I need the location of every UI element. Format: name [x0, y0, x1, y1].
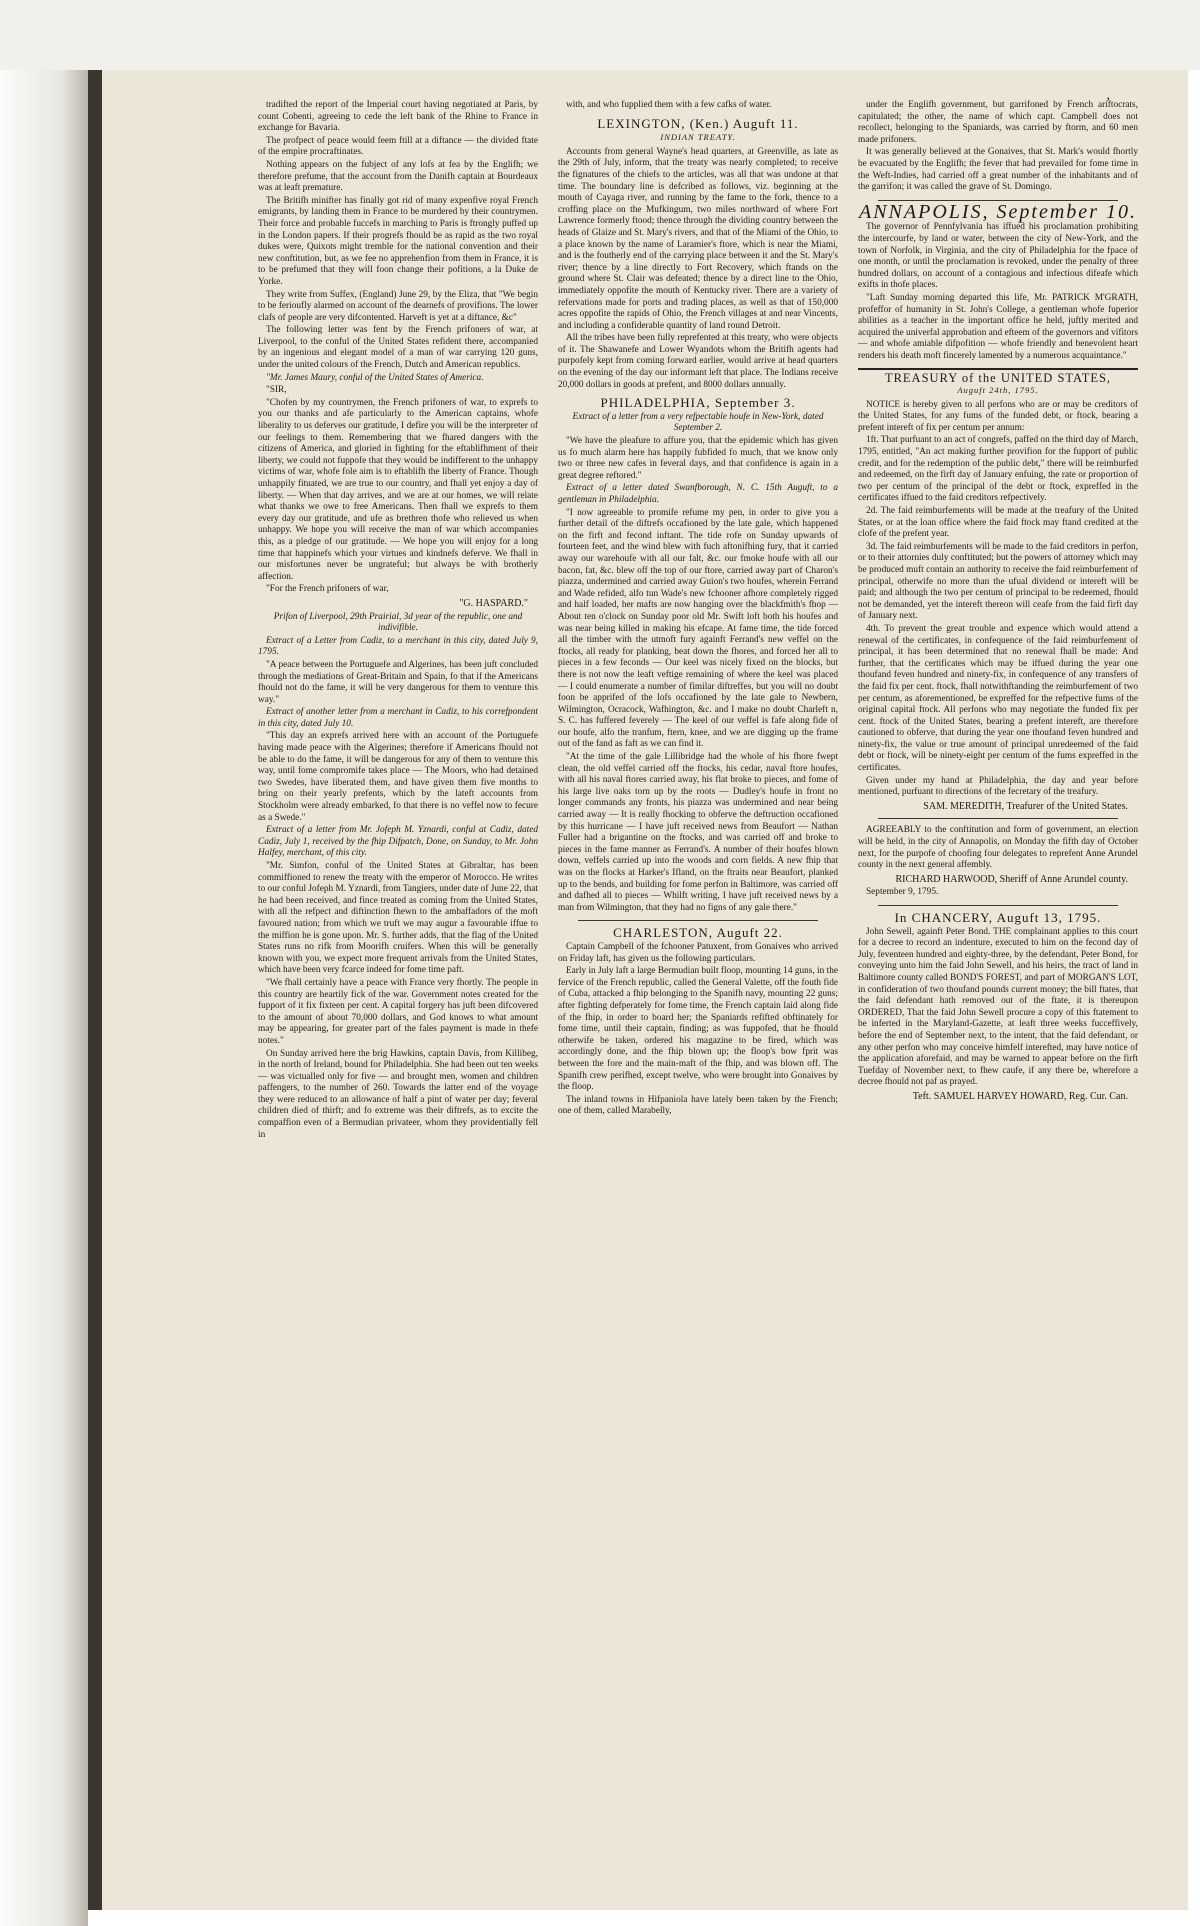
- page-mark: ,: [1106, 88, 1110, 103]
- heading-chancery: In CHANCERY, Auguft 13, 1795.: [894, 910, 1102, 925]
- paragraph: Captain Campbell of the fchooner Patuxent, from Gonaives who arrived on Friday laft, has given us the following particulars.: [558, 941, 838, 964]
- paragraph: "We fhall certainly have a peace with France very fhortly. The people in this country are heartily fick of the war. Government notes created for the fupport of it fix fixteen per cent. A capital forgery has juft been difcovered to the amount of about 70,000 dollars, and God knows to what amount may be appearing, for greater part of the fales payment is made in thefe notes.": [258, 977, 538, 1046]
- divider: [878, 905, 1118, 906]
- dateline: September 9, 1795.: [866, 887, 939, 898]
- paragraph: NOTICE is hereby given to all perfons who are or may be creditors of the United States, for any fums of the funded debt, or ftock, bearing a prefent intereft of fix per centum per annum:: [858, 399, 1138, 433]
- paragraph: "Chofen by my countrymen, the French prifoners of war, to exprefs to you our thanks and afe particularly to the American captains, whofe liberality to us deferves our gratitude, I defire you will be the interpreter of our feelings to them. Remembering that we fhared dangers with the citizens of America, and gloried in fighting for the eftablifhment of their liberty, we could not fuppofe that they would be indifferent to the unhappy victims of war, whofe fole aim is to eftablifh the liberty of France. Though unhappily fituated, we are true to our country, and fhall yet enjoy a day of liberty. — When that day arrives, and we are at our homes, we will relate what thanks we owe to free Americans. Then fhall we exprefs to them every day our gratitude, and ufe as brethren thofe who relieved us when unhappy. We hope you will receive the man of war which accompanies this, as a pledge of our gratitude. — We hope you will enjoy for a long time that happinefs which your virtues and kindnefs deferve. We fhall in our misfortunes never be ungrateful; but always be with brotherly affection.: [258, 397, 538, 582]
- paragraph: The governor of Pennfylvania has iffued his proclamation prohibiting the intercourfe, by land or water, between the city of New-York, and the town of Norfolk, in Virginia, and the city of Philadelphia for the fpace of one month, or until the proclamation is revoked, under the penalty of three hundred dollars, on account of a contagious and infectious difeafe which exifts in thofe places.: [858, 222, 1138, 291]
- signature-meredith: SAM. MEREDITH, Treafurer of the United States.: [923, 800, 1128, 812]
- newspaper-page: [88, 70, 1188, 1910]
- letter-salutation: "SIR,: [266, 385, 287, 396]
- heading-annapolis: ANNAPOLIS, September 10.: [859, 200, 1137, 223]
- paragraph: On Sunday arrived here the brig Hawkins, captain Davis, from Killibeg, in the north of Ireland, bound for Philadelphia. She had been out ten weeks — was victualled only for five — and brought men, women and children paffengers, to the number of 260. Towards the latter end of the voyage they were reduced to an allowance of half a pint of water per day; feveral children died of thirft; and fo extreme was their diftrefs, as to excite the compaffion even of a Bermudian privateer, whom they providentially fell in: [258, 1048, 538, 1140]
- paragraph: The inland towns in Hifpaniola have lately been taken by the French; one of them, called Marabelly,: [558, 1094, 838, 1117]
- extract-heading: Extract of a Letter from Cadiz, to a merchant in this city, dated July 9, 1795.: [258, 635, 538, 658]
- paragraph: 2d. The faid reimburfements will be made at the treafury of the United States, or at the loan office where the faid ftock may ftand credited at the clofe of the prefent year.: [858, 506, 1138, 540]
- letter-address: "Mr. James Maury, conful of the United States of America.: [266, 372, 484, 383]
- paragraph: "Mr. Simfon, conful of the United States at Gibraltar, has been commiffioned to renew the treaty with the emperor of Morocco. He writes to our conful Jofeph M. Yznardi, from Tangiers, under date of June 22, that he had been received, and fince treated as coming from the United States, with all the refpect and diftinction fhewn to the ambaffadors of the moft favoured nation; from which we truft we may augur a favourable iffue to the miffion he is gone upon. Mr. S. further adds, that the flag of the United States runs no rifk from Moorifh cruifers. When this will be generally known with you, we expect more frequent arrivals from the United States, which have been very fcarce indeed for fome time paft.: [258, 861, 538, 976]
- paragraph: "A peace between the Portuguefe and Algerines, has been juft concluded through the mediations of Great-Britain and Spain, fo that if the Americans fhould not do the fame, it will be very dangerous for them to venture this way.": [258, 659, 538, 705]
- heading-treasury: TREASURY of the UNITED STATES,: [858, 368, 1138, 385]
- paragraph: It was generally believed at the Gonaives, that St. Mark's would fhortly be evacuated by the Englifh; the fever that had prevailed for fome time in the Weft-Indies, had carried off a great number of the inhabitants and of the garrifon; it was called the grave of St. Domingo.: [858, 147, 1138, 193]
- column-middle: [548, 100, 848, 1700]
- paragraph: 3d. The faid reimburfements will be made to the faid creditors in perfon, or to their attornies duly conftituted; but the powers of attorney which may be produced muft contain an authority to receive the faid reimburfement of principal, otherwife no more than the ufual dividend or intereft will be paid; and although the two per centum of principal to be redeemed, fhould not be demanded, yet the intereft thereon will ceafe from the faid firft day of January next.: [858, 541, 1138, 622]
- paragraph: Early in July laft a large Bermudian built floop, mounting 14 guns, in the fervice of the French republic, called the General Valette, off the fouth fide of Cuba, attacked a fhip belonging to the Spanifh navy, mounting 22 guns; after fighting defperately for fome time, the French captain laid along fide of the fhip, in order to board her; the Spaniards refifted obftinately for fome time, until their captain, finding; as was fuppofed, that he fhould otherwife be taken, ordered his magazine to be fired, which was accordingly done, and the fhip blown up; the floop's bow fprit was between the fore and the main-maft of the fhip, and was blown off. The Spanifh crew perifhed, except twelve, who were brought into Gonaives by the floop.: [558, 966, 838, 1093]
- paragraph: All the tribes have been fully reprefented at this treaty, who were objects of it. The Shawanefe and Lower Wyandots whom the Britifh agents had purpofely kept from coming forward earlier, would arrive at head quarters on the evening of the day our informant left that place. The Indians receive 20,000 dollars in goods at prefent, and 8000 dollars annually.: [558, 333, 838, 390]
- heading-lexington: LEXINGTON, (Ken.) Auguft 11.: [597, 115, 799, 131]
- subheading-indian-treaty: INDIAN TREATY.: [660, 132, 736, 143]
- paragraph: They write from Suffex, (England) June 29, by the Eliza, that "We begin to be ferioufly alarmed on account of the dearnefs of provifions. The lower clafs of people are very difcontented. Harveft is yet at a diftance, &c": [258, 289, 538, 323]
- column-left: [248, 100, 548, 1700]
- paragraph: The Britifh minifter has finally got rid of many expenfive royal French emigrants, by landing them in France to be murdered by their countrymen. Their force and probable fuccefs in marching to Paris is ftrongly puffed up in the London papers. If their progrefs fhould be as rapid as the two royal dukes were, Quixots might tremble for the national convention and their new conftitution, but, as we fee no apprehenfion from them in France, it is to be prefumed that they will foon change their pofitions, a la Duke de Yorke.: [258, 195, 538, 287]
- treasury-date: Auguft 24th, 1795.: [957, 385, 1039, 396]
- paragraph: 1ft. That purfuant to an act of congrefs, paffed on the third day of March, 1795, entitled, "An act making further provifion for the fupport of public credit, and for the redemption of the public debt," there will be reimburfed and redeemed, on the firft day of January enfuing, the rate or proportion of two per centum of the principal of the debt or ftock, expreffed in the certificates iffued to the faid creditors refpectively.: [858, 435, 1139, 504]
- text-columns: [248, 100, 1148, 1700]
- extract-heading: Extract of a letter dated Swanfborough, N. C. 15th Auguft, to a gentleman in Philadelphia.: [558, 483, 838, 505]
- extract-heading: Extract of a letter from a very refpectable houfe in New-York, dated September 2.: [572, 411, 824, 434]
- signature-harwood: RICHARD HARWOOD, Sheriff of Anne Arundel county.: [895, 873, 1128, 885]
- paragraph: tradifted the report of the Imperial court having negotiated at Paris, by count Cobenti, agreeing to cede the left bank of the Rhine to France in exchange for Bavaria.: [258, 100, 538, 134]
- paragraph: John Sewell, againft Peter Bond. THE complainant applies to this court for a decree to record an indenture, executed to him on the fecond day of July, feventeen hundred and eighty-three, by the defendant, Peter Bond, for conveying unto him the faid John Sewell, and his heirs, the tract of land in Baltimore county called BOND'S FOREST, and part of MORGAN'S LOT, in confideration of two thoufand pounds current money; the bill ftates, that the faid defendant hath removed out of the ftate, it is thereupon ORDERED, That the faid John Sewell procure a copy of this ftatement to be inferted in the Maryland-Gazette, at leaft three weeks fucceffively, before the end of September next, to the intent, that the faid defendant, or any other perfon who may conceive himfelf interefted, may have notice of the application aforefaid, and may be warned to appear before on the firft Tuefday of November next, to fhew caufe, if any there be, wherefore a decree fhould not paf as prayed.: [858, 926, 1138, 1088]
- paragraph: "I now agreeable to promife refume my pen, in order to give you a further detail of the diftrefs occafioned by the late gale, which happened on the firft and fecond inftant. The tide rofe on Sunday upwards of fourteen feet, and the wind blew with fuch aftonifhing fury, that it carried away our warehoufe with all our falt, &c. our fmoke houfe with all our bacon, fat, &c. blew off the top of our ftore, carried away part of Charon's piazza, undermined and carried away Guion's two houfes, wherein Ferrand and Wade refided, alfo tun Wade's new fchooner afhore completely rigged and half loaded, her mafts are now hanging over the blackfmith's fhop — About ten o'clock on Sunday poor old Mr. Swift loft both his houfes and was near being killed in making his efcape. At fame time, the tide forced all the timber with the utmoft fury againft Ferrand's new veffel on the ftocks, all ready for planking, beat down the fhores, and forced her all to pieces in a few feconds — Our keel was nicely fixed on the blocks, but there is not now the leaft veftige remaining of where the keel was placed — I could enumerate a number of fimilar diftreffes, but you will no doubt foon be apprifed of the lofs occafioned by the late gale to Newbern, Wilmington, Ocracock, Wafhington, &c. and I make no doubt Charleft n, S. C. has fuffered feverely — The keel of our veffel is fafe along fide of our houfe, alfo the tranfum, ftern, knee, and we are digging up the frame out of the fand as faft as we can find it.: [558, 507, 838, 750]
- paragraph: "For the French prifoners of war,: [266, 584, 389, 595]
- signature-howard: Teft. SAMUEL HARVEY HOWARD, Reg. Cur. Can.: [912, 1090, 1128, 1102]
- dateline: Prifon of Liverpool, 29th Prairial, 3d year of the republic, one and indivifible.: [273, 611, 523, 634]
- column-right: [848, 100, 1148, 1700]
- paragraph: Given under my hand at Philadelphia, the day and year before mentioned, purfuant to directions of the fecretary of the treafury.: [858, 775, 1138, 798]
- paragraph: The profpect of peace would feem ftill at a diftance — the divided ftate of the empire procraftinates.: [258, 135, 538, 158]
- paragraph: The following letter was fent by the French prifoners of war, at Liverpool, to the conful of the United States refident there, accompanied by an ingenious and elegant model of a man of war carrying 120 guns, under the united colours of the French, Dutch and American republics.: [258, 325, 538, 371]
- paragraph: "Laft Sunday morning departed this life, Mr. PATRICK M'GRATH, profeffor of humanity in St. John's College, a gentleman whofe fuperior abilities as a teacher in the important office he held, juftly merited and acquired the univerfal approbation and efteem of the governors and vifitors — and whofe amiable difpofition — whofe friendly and benevolent heart renders his death moft fincerely lamented by a numerous acquaintance.": [858, 292, 1138, 361]
- divider: [578, 920, 818, 921]
- paragraph: AGREEABLY to the conftitution and form of government, an election will be held, in the city of Annapolis, on Monday the fifth day of October next, for the purpofe of choofing four delegates to reprefent Anne Arundel county in the next general affembly.: [858, 825, 1138, 871]
- book-binding-spine: [0, 70, 88, 1926]
- signature-haspard: "G. HASPARD.": [459, 597, 528, 609]
- paragraph: with, and who fupplied them with a few cafks of water.: [566, 100, 772, 110]
- extract-heading: Extract of another letter from a merchant in Cadiz, to his correfpondent in this city, dated July 10.: [258, 707, 538, 729]
- paragraph: "We have the pleafure to affure you, that the epidemic which has given us fo much alarm here has happily fubfided fo much, that we know only two or three new cafes in feveral days, and that confidence is again in a great degree reftored.": [558, 436, 838, 481]
- paragraph: Accounts from general Wayne's head quarters, at Greenville, as late as the 29th of July, inform, that the treaty was nearly completed; to receive the fignatures of the chiefs to the articles, was all that was undone at that time. The boundary line is defcribed as follows, viz. beginning at the mouth of Cayaga river, and running by the fame to the fork, thence to a croffing place on the Mufkingum, two miles northward of where Fort Lawrence formerly ftood; thence through the dividing country between the heads of Glaize and St. Mary's rivers, and that of the Miami of the Ohio, to a place known by the name of Laramier's ftore, which is near the Miami, and is the foutherly end of the carrying place between it and the St. Mary's river; thence by a line directly to Fort Recovery, which ftands on the ground where St. Clair was defeated; thence by a direct line to the Ohio, immediately oppofite the mouth of Kentucky river. There are a variety of refervations made for ports and trading places, as well as that of 150,000 acres oppofite the rapids of Ohio, the French villages at and near Vincents, and including a confiderable quantity of land round Detroit.: [558, 146, 838, 331]
- heading-philadelphia: PHILADELPHIA, September 3.: [600, 395, 796, 411]
- paragraph: Nothing appears on the fubject of any lofs at fea by the Englifh; we therefore prefume, that the account from the Danifh captain at Bourdeaux was at leaft premature.: [258, 159, 538, 194]
- heading-charleston: CHARLESTON, Auguft 22.: [613, 925, 783, 941]
- paragraph: "This day an exprefs arrived here with an account of the Portuguefe having made peace with the Algerines; therefore if Americans fhould not be able to do the fame, it will be dangerous for any of them to venture this way, until fome compromife takes place — The Moors, who had detained two Swedes, have liberated them, and have given them five months to bring on their yearly prefents, which by the lateft accounts from Stockholm were already embarked, fo that there is no veffel now to fecure as a Swede.": [258, 731, 538, 823]
- top-margin-strip: [0, 0, 1200, 70]
- paragraph: "At the time of the gale Lillibridge had the whole of his fhore fwept clean, the old veffel carried off the ftocks, his cedar, naval ftore houfes, with all his naval ftores carried away, his flat broke to pieces, and fome of his large live oaks torn up by the roots — Dudley's houfe in front no longer commands any fronts, his piazza was undermined and near being carried away — It is really fhocking to obferve the deftruction occafioned by this hurricane — I have juft received news from Beaufort — Nathan Fuller had a brigantine on the ftocks, and was carried off and broke to pieces in the fame manner as Ferrand's. A number of their houfes blown down, veffels carried up into the woods and corn fields. A new fhip that was on the flocks at Harker's Ifland, on the ftraits near Beaufort, planked up to the bends, and building for fome perfon in Baltimore, was carried off and dafhed all to pieces — Whilft writing, I have juft received news by a man from Wilmington, that they had no figns of any gale there.": [558, 752, 838, 913]
- extract-heading: Extract of a letter from Mr. Jofeph M. Yznardi, conful at Cadiz, dated Cadiz, July 1, received by the fhip Difpatch, Done, on Sunday, to Mr. John Halfey, merchant, of this city.: [258, 825, 538, 859]
- paragraph: 4th. To prevent the great trouble and expence which would attend a renewal of the certificates, in confequence of the faid reimburfement of principal, it has been determined that no renewal fhall be made: And further, that the certificates which may be iffued during the year one thoufand feven hundred and ninety-fix, in confequence of any transfers of the faid fix per cent. ftock, fhall notwithftanding the reimburfement of two per centum, as aforementioned, be expreffed for the refpective fums of the original capital ftock. All perfons who may negotiate the funded fix per cent. ftock of the United States, bearing a prefent intereft, are therefore cautioned to obferve, that during the year one thoufand feven hundred and ninety-fix, the value or true amount of principal unredeemed of the faid debt or ftock, will be ninety-eight per centum of the fums expreffed in the certificates.: [858, 623, 1138, 774]
- divider: [878, 818, 1118, 819]
- paragraph: under the Englifh government, but garrifoned by French ariftocrats, capitulated; the other, the name of which capt. Campbell does not recollect, belonging to the Spaniards, was carried by ftorm, and 60 men made prifoners.: [858, 100, 1138, 145]
